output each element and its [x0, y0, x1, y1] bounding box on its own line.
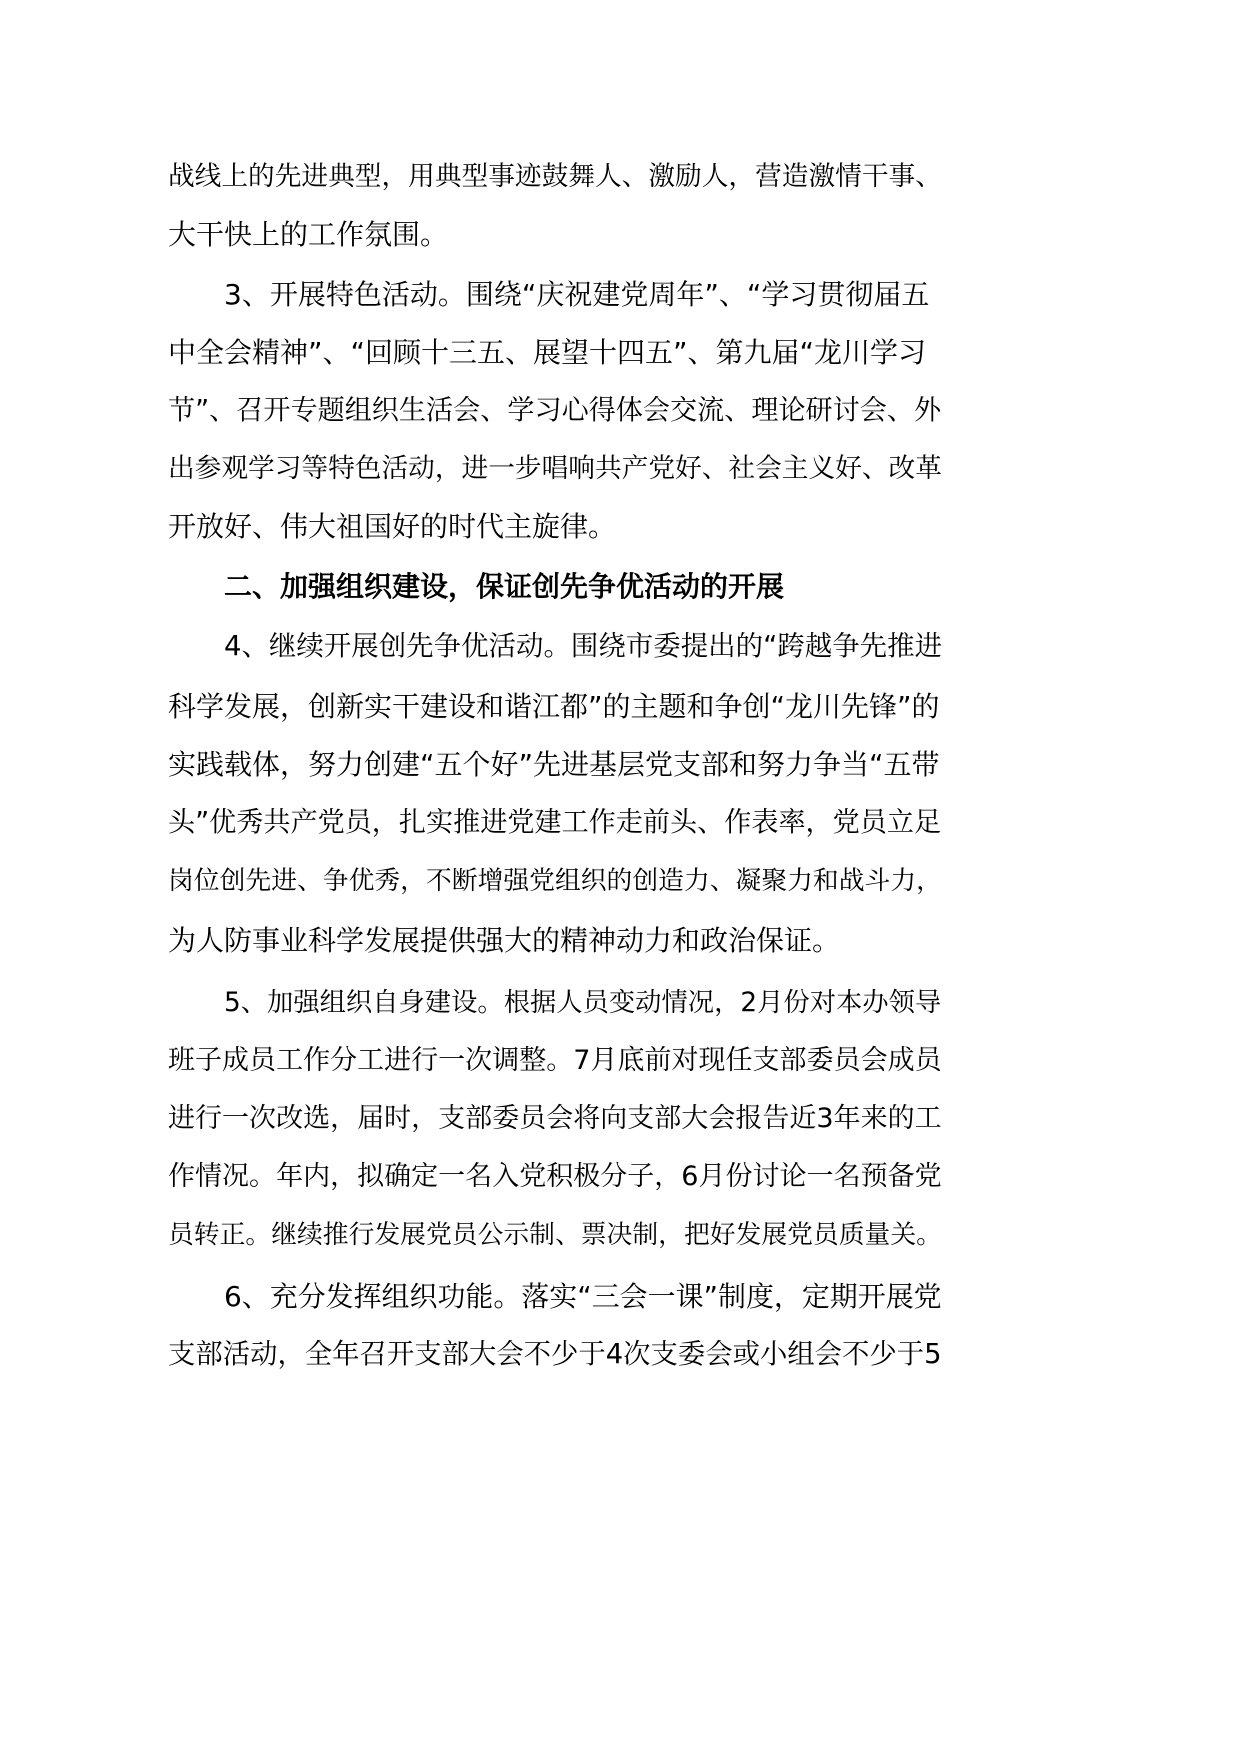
body-text-line: 岗位创先进、争优秀，不断增强党组织的创造力、凝聚力和战斗力，: [168, 866, 942, 896]
body-text-line: 员转正。继续推行发展党员公示制、票决制，把好发展党员质量关。: [168, 1220, 942, 1250]
body-text-line: 6、充分发挥组织功能。落实“三会一课”制度，定期开展党: [224, 1280, 942, 1313]
body-text-line: 支部活动，全年召开支部大会不少于4次支委会或小组会不少于5: [168, 1339, 942, 1370]
body-text-line: 4、继续开展创先争优活动。围绕市委提出的“跨越争先推进: [224, 631, 943, 662]
body-text-line: 为人防事业科学发展提供强大的精神动力和政治保证。: [168, 924, 841, 957]
body-text-line: 科学发展，创新实干建设和谐江都”的主题和争创“龙川先锋”的: [168, 690, 940, 723]
body-text-line: 进行一次改选，届时，支部委员会将向支部大会报告近3年来的工: [168, 1103, 942, 1134]
section-heading: 二、加强组织建设，保证创先争优活动的开展: [224, 570, 785, 603]
body-text-line: 出参观学习等特色活动，进一步唱响共产党好、社会主义好、改革: [168, 453, 942, 484]
body-text-line: 头”优秀共产党员，扎实推进党建工作走前头、作表率，党员立足: [168, 807, 942, 838]
body-text-line: 作情况。年内，拟确定一名入党积极分子，6月份讨论一名预备党: [168, 1161, 942, 1192]
body-text-line: 中全会精神”、“回顾十三五、展望十四五”、第九届“龙川学习: [168, 336, 927, 369]
body-text-line: 战线上的先进典型，用典型事迹鼓舞人、激励人，营造激情干事、: [168, 161, 942, 192]
body-text-line: 开放好、伟大祖国好的时代主旋律。: [168, 510, 617, 543]
body-text-line: 3、开展特色活动。围绕“庆祝建党周年”、“学习贯彻届五: [224, 278, 930, 311]
body-text-line: 5、加强组织自身建设。根据人员变动情况，2月份对本办领导: [224, 988, 942, 1018]
body-text-line: 实践载体，努力创建“五个好”先进基层党支部和努力争当“五带: [168, 748, 940, 781]
body-text-line: 节”、召开专题组织生活会、学习心得体会交流、理论研讨会、外: [168, 395, 942, 426]
body-text-line: 班子成员工作分工进行一次调整。7月底前对现任支部委员会成员: [168, 1045, 942, 1076]
body-text-line: 大干快上的工作氛围。: [168, 218, 449, 251]
